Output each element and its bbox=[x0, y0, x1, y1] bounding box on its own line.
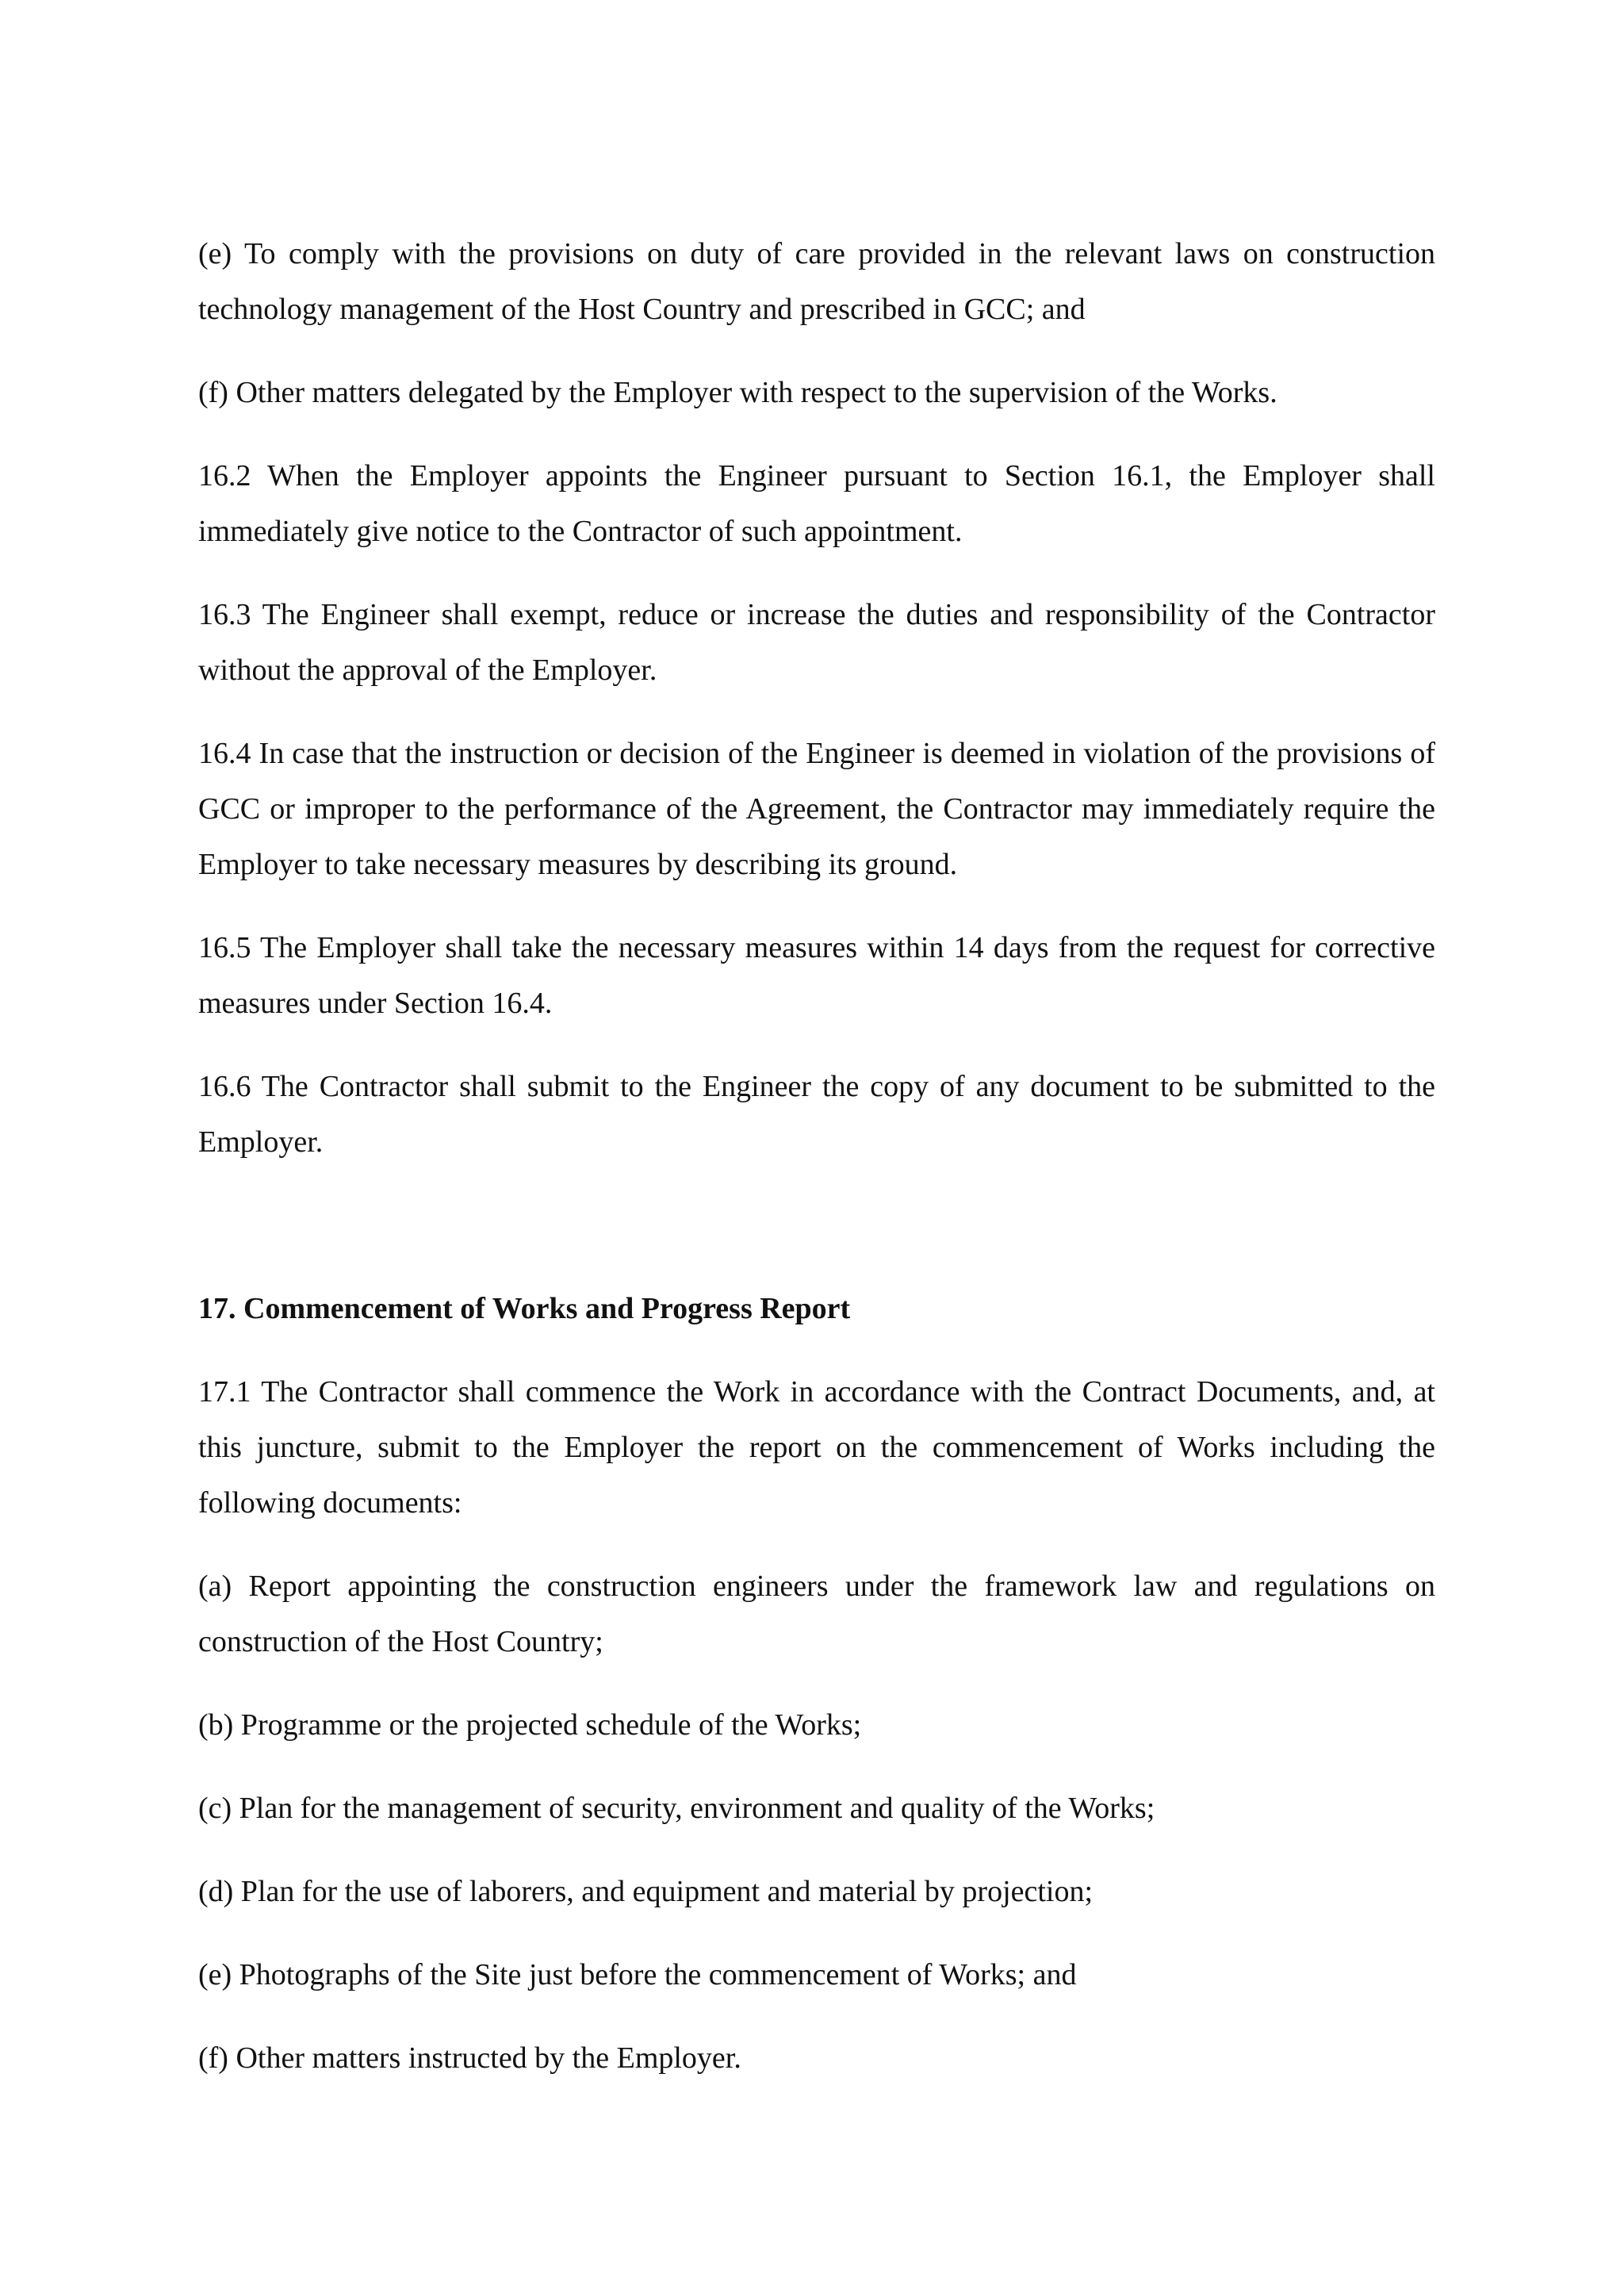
paragraph-16-3: 16.3 The Engineer shall exempt, reduce or increase the duties and responsibility of the Contractor without the approval of the Employer. bbox=[198, 598, 1435, 687]
paragraph-16-1-f: (f) Other matters delegated by the Employer with respect to the supervision of the Works. bbox=[198, 376, 1277, 409]
paragraph-16-2: 16.2 When the Employer appoints the Engineer pursuant to Section 16.1, the Employer shall immediately give notice to the Contractor of such appointment. bbox=[198, 459, 1435, 548]
list-item-f: (f) Other matters instructed by the Employer. bbox=[198, 2041, 741, 2075]
list-item-e: (e) Photographs of the Site just before the commencement of Works; and bbox=[198, 1958, 1077, 1991]
document-body bbox=[198, 226, 1435, 2114]
list-item-c: (c) Plan for the management of security, environment and quality of the Works; bbox=[198, 1792, 1155, 1825]
list-item-b: (b) Programme or the projected schedule of the Works; bbox=[198, 1708, 862, 1742]
paragraph-16-1-e: (e) To comply with the provisions on duty of care provided in the relevant laws on construction technology management of the Host Country and prescribed in GCC; and bbox=[198, 237, 1435, 326]
section-heading-17: 17. Commencement of Works and Progress Report bbox=[198, 1292, 851, 1325]
paragraph-17-1: 17.1 The Contractor shall commence the Work in accordance with the Contract Documents, and, at this juncture, submit to the Employer the report on the commencement of Works including the following documents: bbox=[198, 1375, 1435, 1520]
list-item-d: (d) Plan for the use of laborers, and equipment and material by projection; bbox=[198, 1875, 1094, 1908]
list-item-a: (a) Report appointing the construction engineers under the framework law and regulations on construction of the Host Country; bbox=[198, 1570, 1435, 1658]
paragraph-16-6: 16.6 The Contractor shall submit to the Engineer the copy of any document to be submitted to the Employer. bbox=[198, 1070, 1435, 1159]
paragraph-16-5: 16.5 The Employer shall take the necessary measures within 14 days from the request for corrective measures under Section 16.4. bbox=[198, 931, 1435, 1020]
paragraph-16-4: 16.4 In case that the instruction or decision of the Engineer is deemed in violation of the provisions of GCC or improper to the performance of the Agreement, the Contractor may immediately require the Employer to take necessary measures by describing its ground. bbox=[198, 737, 1435, 881]
